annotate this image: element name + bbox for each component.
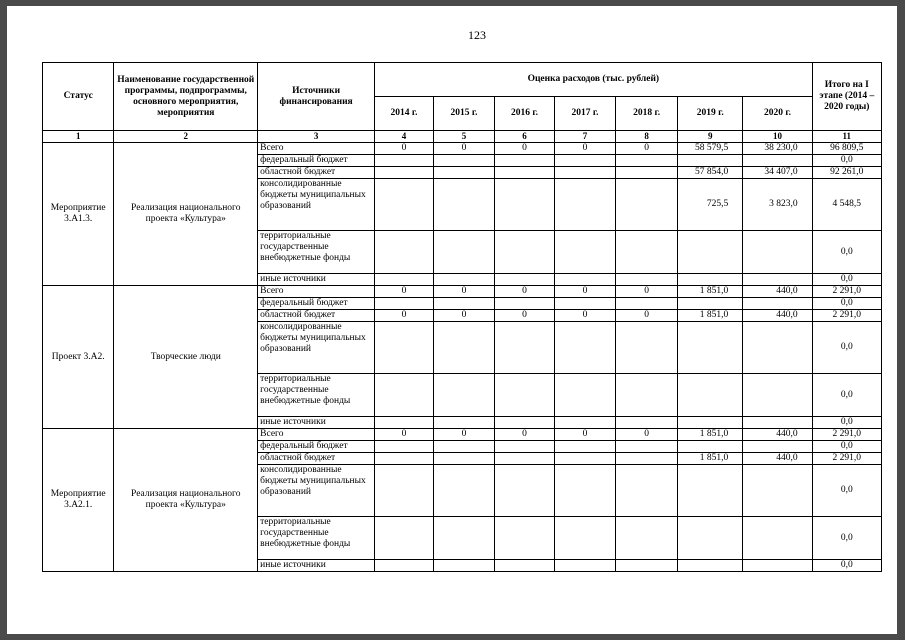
value-cell	[743, 322, 812, 374]
value-cell	[434, 179, 495, 231]
source-cell: иные источники	[258, 417, 375, 429]
value-cell	[375, 560, 434, 572]
value-cell	[555, 517, 616, 560]
value-cell	[375, 274, 434, 286]
value-cell	[555, 298, 616, 310]
value-cell	[375, 417, 434, 429]
value-cell	[375, 298, 434, 310]
total-cell: 0,0	[812, 274, 881, 286]
value-cell	[616, 441, 678, 453]
value-cell	[495, 517, 555, 560]
value-cell: 0	[616, 310, 678, 322]
value-cell: 0	[495, 143, 555, 155]
column-index: 6	[495, 131, 555, 143]
value-cell: 0	[616, 143, 678, 155]
value-cell	[678, 298, 743, 310]
name-cell: Реализация национального проекта «Культура»	[114, 143, 258, 286]
value-cell	[495, 155, 555, 167]
value-cell	[616, 560, 678, 572]
value-cell	[555, 465, 616, 517]
value-cell	[616, 322, 678, 374]
source-cell: иные источники	[258, 560, 375, 572]
value-cell	[375, 155, 434, 167]
total-cell: 0,0	[812, 517, 881, 560]
total-cell: 0,0	[812, 155, 881, 167]
value-cell	[375, 441, 434, 453]
value-cell: 0	[375, 310, 434, 322]
column-index: 11	[812, 131, 881, 143]
value-cell: 0	[434, 286, 495, 298]
value-cell	[555, 374, 616, 417]
value-cell	[495, 374, 555, 417]
total-cell: 0,0	[812, 417, 881, 429]
header-year: 2016 г.	[495, 97, 555, 131]
value-cell	[434, 417, 495, 429]
value-cell: 0	[555, 310, 616, 322]
value-cell	[743, 155, 812, 167]
total-cell: 0,0	[812, 322, 881, 374]
value-cell	[375, 231, 434, 274]
value-cell	[434, 517, 495, 560]
value-cell	[616, 517, 678, 560]
value-cell: 440,0	[743, 286, 812, 298]
value-cell	[434, 298, 495, 310]
source-cell: Всего	[258, 429, 375, 441]
value-cell	[375, 453, 434, 465]
header-year: 2015 г.	[434, 97, 495, 131]
value-cell	[616, 453, 678, 465]
source-cell: федеральный бюджет	[258, 155, 375, 167]
value-cell	[616, 231, 678, 274]
value-cell	[678, 441, 743, 453]
total-cell: 0,0	[812, 441, 881, 453]
value-cell	[375, 167, 434, 179]
header-year: 2014 г.	[375, 97, 434, 131]
column-index: 8	[616, 131, 678, 143]
value-cell	[616, 465, 678, 517]
value-cell: 0	[375, 286, 434, 298]
value-cell	[616, 374, 678, 417]
value-cell: 1 851,0	[678, 429, 743, 441]
source-cell: областной бюджет	[258, 310, 375, 322]
column-index: 3	[258, 131, 375, 143]
column-index: 1	[43, 131, 114, 143]
value-cell	[434, 465, 495, 517]
value-cell	[495, 417, 555, 429]
total-cell: 0,0	[812, 560, 881, 572]
value-cell	[434, 167, 495, 179]
value-cell	[678, 417, 743, 429]
name-cell: Творческие люди	[114, 286, 258, 429]
value-cell	[555, 231, 616, 274]
value-cell: 1 851,0	[678, 310, 743, 322]
value-cell	[678, 274, 743, 286]
header-estimate: Оценка расходов (тыс. рублей)	[375, 63, 813, 97]
page-number: 123	[468, 28, 486, 42]
value-cell	[743, 298, 812, 310]
value-cell	[555, 560, 616, 572]
value-cell	[434, 155, 495, 167]
value-cell	[743, 517, 812, 560]
value-cell	[434, 453, 495, 465]
total-cell: 92 261,0	[812, 167, 881, 179]
table-row	[43, 429, 882, 441]
value-cell: 0	[616, 429, 678, 441]
header-total: Итого на I этапе (2014 – 2020 годы)	[812, 63, 881, 131]
value-cell	[495, 231, 555, 274]
value-cell	[555, 274, 616, 286]
header-year: 2020 г.	[743, 97, 812, 131]
value-cell: 0	[434, 429, 495, 441]
value-cell	[495, 322, 555, 374]
value-cell	[616, 179, 678, 231]
value-cell	[555, 453, 616, 465]
value-cell: 38 230,0	[743, 143, 812, 155]
value-cell	[555, 179, 616, 231]
value-cell	[743, 374, 812, 417]
value-cell	[616, 298, 678, 310]
source-cell: областной бюджет	[258, 453, 375, 465]
table-row	[43, 143, 882, 155]
source-cell: иные источники	[258, 274, 375, 286]
status-cell: Мероприятие 3.А1.3.	[43, 143, 114, 286]
value-cell	[678, 517, 743, 560]
value-cell	[434, 322, 495, 374]
value-cell: 0	[434, 143, 495, 155]
value-cell: 440,0	[743, 429, 812, 441]
value-cell: 0	[375, 143, 434, 155]
value-cell: 0	[375, 429, 434, 441]
header-sources: Источники финансирования	[258, 63, 375, 131]
value-cell	[678, 155, 743, 167]
value-cell	[555, 417, 616, 429]
column-index: 9	[678, 131, 743, 143]
value-cell: 1 851,0	[678, 453, 743, 465]
value-cell	[616, 274, 678, 286]
value-cell: 0	[555, 429, 616, 441]
value-cell	[555, 322, 616, 374]
value-cell	[495, 167, 555, 179]
source-cell: консолидированные бюджеты муниципальных образований	[258, 179, 375, 231]
value-cell	[743, 274, 812, 286]
value-cell	[678, 374, 743, 417]
total-cell: 0,0	[812, 231, 881, 274]
column-index: 4	[375, 131, 434, 143]
value-cell	[375, 179, 434, 231]
value-cell	[495, 441, 555, 453]
source-cell: Всего	[258, 143, 375, 155]
source-cell: консолидированные бюджеты муниципальных образований	[258, 465, 375, 517]
column-index: 2	[114, 131, 258, 143]
total-cell: 2 291,0	[812, 310, 881, 322]
value-cell	[495, 179, 555, 231]
total-cell: 2 291,0	[812, 286, 881, 298]
source-cell: территориальные государственные внебюджетные фонды	[258, 374, 375, 417]
source-cell: Всего	[258, 286, 375, 298]
value-cell	[495, 298, 555, 310]
header-name: Наименование государственной программы, подпрограммы, основного мероприятия, мероприятия	[114, 63, 258, 131]
status-cell: Мероприятие 3.А2.1.	[43, 429, 114, 572]
total-cell: 2 291,0	[812, 453, 881, 465]
value-cell: 3 823,0	[743, 179, 812, 231]
column-index: 5	[434, 131, 495, 143]
value-cell: 0	[616, 286, 678, 298]
source-cell: федеральный бюджет	[258, 441, 375, 453]
expense-table	[42, 62, 882, 572]
value-cell	[555, 155, 616, 167]
total-cell: 0,0	[812, 374, 881, 417]
column-index: 7	[555, 131, 616, 143]
value-cell	[678, 231, 743, 274]
value-cell	[555, 167, 616, 179]
value-cell	[375, 322, 434, 374]
header-year: 2019 г.	[678, 97, 743, 131]
value-cell	[743, 560, 812, 572]
value-cell	[616, 417, 678, 429]
value-cell	[743, 231, 812, 274]
value-cell: 0	[434, 310, 495, 322]
source-cell: территориальные государственные внебюджетные фонды	[258, 231, 375, 274]
value-cell	[678, 560, 743, 572]
value-cell	[616, 155, 678, 167]
name-cell: Реализация национального проекта «Культура»	[114, 429, 258, 572]
value-cell	[375, 374, 434, 417]
total-cell: 0,0	[812, 298, 881, 310]
value-cell	[434, 231, 495, 274]
source-cell: консолидированные бюджеты муниципальных образований	[258, 322, 375, 374]
total-cell: 2 291,0	[812, 429, 881, 441]
value-cell: 440,0	[743, 453, 812, 465]
source-cell: федеральный бюджет	[258, 298, 375, 310]
value-cell	[743, 417, 812, 429]
value-cell	[434, 441, 495, 453]
total-cell: 4 548,5	[812, 179, 881, 231]
source-cell: территориальные государственные внебюджетные фонды	[258, 517, 375, 560]
header-status: Статус	[43, 63, 114, 131]
document-page	[7, 6, 897, 634]
column-index: 10	[743, 131, 812, 143]
value-cell: 0	[555, 286, 616, 298]
value-cell	[616, 167, 678, 179]
value-cell: 725,5	[678, 179, 743, 231]
header-year: 2017 г.	[555, 97, 616, 131]
value-cell: 0	[495, 286, 555, 298]
value-cell	[495, 453, 555, 465]
value-cell	[434, 560, 495, 572]
value-cell	[555, 441, 616, 453]
value-cell	[743, 465, 812, 517]
value-cell: 0	[555, 143, 616, 155]
table-row	[43, 286, 882, 298]
value-cell	[678, 465, 743, 517]
value-cell	[434, 274, 495, 286]
value-cell: 34 407,0	[743, 167, 812, 179]
total-cell: 96 809,5	[812, 143, 881, 155]
value-cell: 1 851,0	[678, 286, 743, 298]
source-cell: областной бюджет	[258, 167, 375, 179]
value-cell: 58 579,5	[678, 143, 743, 155]
value-cell	[743, 441, 812, 453]
value-cell: 0	[495, 429, 555, 441]
value-cell: 57 854,0	[678, 167, 743, 179]
value-cell: 440,0	[743, 310, 812, 322]
value-cell: 0	[495, 310, 555, 322]
value-cell	[434, 374, 495, 417]
header-year: 2018 г.	[616, 97, 678, 131]
value-cell	[495, 274, 555, 286]
total-cell: 0,0	[812, 465, 881, 517]
value-cell	[495, 560, 555, 572]
value-cell	[375, 465, 434, 517]
value-cell	[495, 465, 555, 517]
status-cell: Проект 3.А2.	[43, 286, 114, 429]
value-cell	[375, 517, 434, 560]
value-cell	[678, 322, 743, 374]
